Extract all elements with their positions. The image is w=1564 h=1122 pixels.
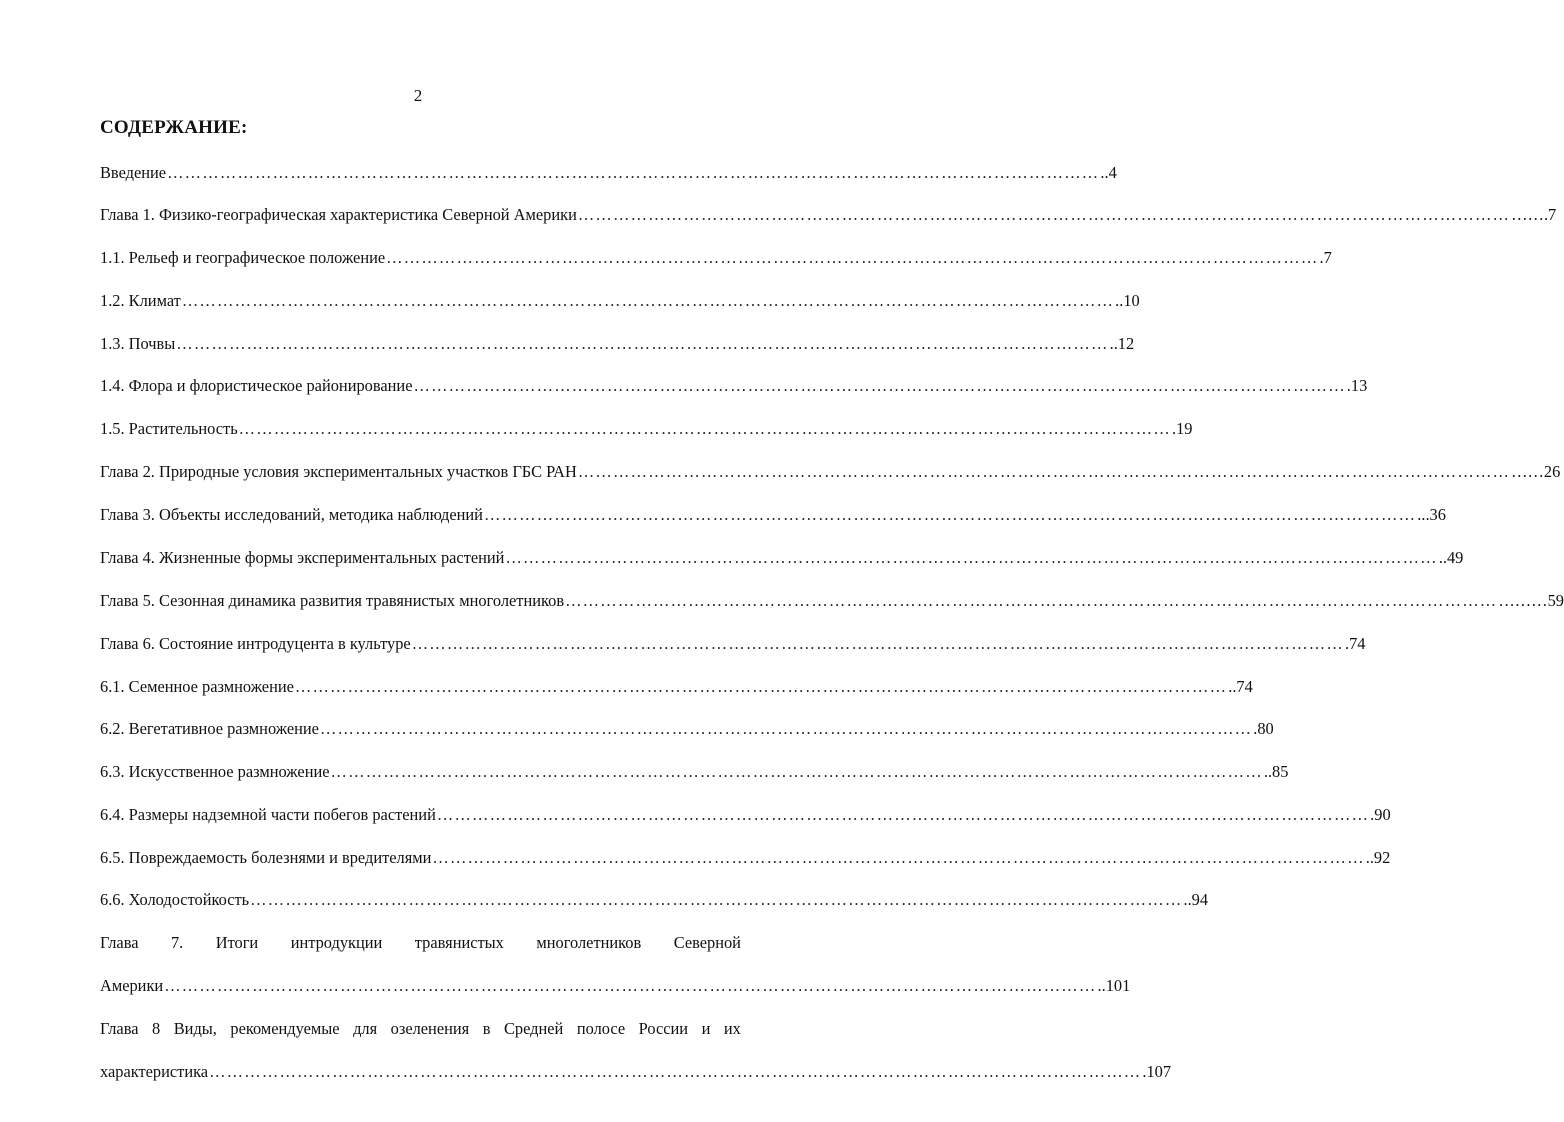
toc-entry-word: Средней: [503, 1019, 564, 1038]
toc-entry-page: ...36: [1417, 505, 1446, 524]
toc-leader-dots: ……………………………………………………………………………………………………………………………………………: [294, 677, 1228, 696]
toc-leader-dots: ……………………………………………………………………………………………………………………………………………: [483, 505, 1417, 524]
toc-entry: [100, 205, 1557, 225]
toc-entry: [100, 376, 1368, 396]
toc-leader-dots: ……………………………………………………………………………………………………………………………………………: [565, 591, 1498, 610]
toc-entry: [100, 890, 1209, 910]
toc-entry-title: 1.5. Растительность: [100, 419, 238, 438]
toc-leader-dots: ……………………………………………………………………………………………………………………………………………: [238, 419, 1171, 438]
toc-entry-word: Глава: [100, 933, 139, 952]
toc-entry-page: .80: [1253, 719, 1274, 738]
toc-entry-page: .13: [1346, 376, 1368, 395]
toc-entry: [100, 848, 1391, 868]
toc-entry-page: .7: [1319, 248, 1332, 267]
toc-entry: [100, 505, 1446, 525]
toc-entry: [100, 248, 1332, 268]
toc-entry-word: их: [723, 1019, 741, 1038]
toc-entry-word: и: [701, 1019, 711, 1038]
toc-entry-title: 1.2. Климат: [100, 291, 181, 310]
toc-entry-page: ………59: [1498, 591, 1564, 610]
toc-entry: [100, 462, 1561, 482]
toc-leader-dots: ……………………………………………………………………………………………………………………………………………: [432, 848, 1365, 867]
toc-leader-dots: ……………………………………………………………………………………………………………………………………………: [386, 248, 1319, 267]
toc-entry-title: 1.1. Рельеф и географическое положение: [100, 248, 386, 267]
toc-entry: [100, 419, 1193, 439]
toc-entry-page: …….7: [1511, 205, 1557, 224]
page-number: 2: [413, 86, 423, 105]
toc-entry-page: ..85: [1263, 762, 1289, 781]
toc-entry-title: Введение: [100, 163, 167, 182]
toc-leader-dots: ……………………………………………………………………………………………………………………………………………: [181, 291, 1115, 310]
toc-entry-word: Итоги: [215, 933, 259, 952]
toc-entry-title: 6.1. Семенное размножение: [100, 677, 294, 696]
toc-entry-word: многолетников: [536, 933, 642, 952]
toc-entry-word: Глава: [100, 1019, 139, 1038]
toc-entry-page: .107: [1142, 1062, 1172, 1081]
toc-entry-word: полосе: [576, 1019, 626, 1038]
toc-entry-title: Глава 3. Объекты исследований, методика наблюдений: [100, 505, 483, 524]
toc-entry-title: характеристика: [100, 1062, 209, 1081]
toc-entry-title: 6.4. Размеры надземной части побегов растений: [100, 805, 436, 824]
toc-leader-dots: ……………………………………………………………………………………………………………………………………………: [411, 634, 1344, 653]
toc-entry-title: 6.3. Искусственное размножение: [100, 762, 330, 781]
toc-entry-title: Глава 1. Физико-географическая характеристика Северной Америки: [100, 205, 577, 224]
toc-entry: [100, 762, 1289, 782]
toc-leader-dots: ……………………………………………………………………………………………………………………………………………: [319, 719, 1253, 738]
toc-leader-dots: ……………………………………………………………………………………………………………………………………………: [330, 762, 1263, 781]
toc-leader-dots: ……………………………………………………………………………………………………………………………………………: [167, 163, 1100, 182]
toc-entry-word: для: [353, 1019, 378, 1038]
toc-entry-page: ..101: [1097, 976, 1131, 995]
toc-entry-chapter7-continuation: [100, 976, 1131, 996]
toc-entry-word: Северной: [673, 933, 741, 952]
toc-entry-word: 7.: [170, 933, 184, 952]
toc-entry-title: 6.5. Повреждаемость болезнями и вредителями: [100, 848, 432, 867]
toc-entry-page: ..49: [1438, 548, 1464, 567]
toc-entry-word: рекомендуемые: [230, 1019, 340, 1038]
toc-entry: [100, 291, 1140, 311]
toc-entry-word: озеленения: [390, 1019, 470, 1038]
toc-entry-page: ……26: [1511, 462, 1561, 481]
toc-leader-dots: ……………………………………………………………………………………………………………………………………………: [436, 805, 1370, 824]
toc-entry-word: в: [482, 1019, 491, 1038]
toc-entry-word: Виды,: [173, 1019, 217, 1038]
toc-entry-title: Америки: [100, 976, 164, 995]
toc-entry-title: Глава 4. Жизненные формы экспериментальных растений: [100, 548, 505, 567]
toc-entry-page: ..94: [1183, 890, 1209, 909]
toc-entry-page: .90: [1370, 805, 1391, 824]
toc-entry-word: интродукции: [290, 933, 383, 952]
toc-entry-chapter7-first-line: [100, 933, 741, 953]
toc-entry-page: .19: [1171, 419, 1193, 438]
toc-leader-dots: ……………………………………………………………………………………………………………………………………………: [505, 548, 1438, 567]
toc-entry-chapter8-first-line: [100, 1019, 741, 1039]
toc-leader-dots: ……………………………………………………………………………………………………………………………………………: [250, 890, 1183, 909]
toc-entry-title: Глава 5. Сезонная динамика развития травянистых многолетников: [100, 591, 565, 610]
toc-entry-title: Глава 6. Состояние интродуцента в культуре: [100, 634, 411, 653]
toc-entry: [100, 591, 1564, 611]
toc-entry-page: ..10: [1115, 291, 1140, 310]
toc-entry-title: 6.2. Вегетативное размножение: [100, 719, 319, 738]
toc-entry: [100, 548, 1464, 568]
toc-entry-page: ..74: [1228, 677, 1253, 696]
toc-entry: [100, 805, 1391, 825]
toc-leader-dots: ……………………………………………………………………………………………………………………………………………: [577, 462, 1511, 481]
toc-entry: [100, 677, 1253, 697]
toc-title: СОДЕРЖАНИЕ:: [100, 117, 248, 138]
toc-entry-page: ..92: [1365, 848, 1391, 867]
toc-entry-title: 6.6. Холодостойкость: [100, 890, 250, 909]
toc-entry: [100, 163, 1117, 183]
toc-entry-page: ..12: [1109, 334, 1135, 353]
toc-leader-dots: ……………………………………………………………………………………………………………………………………………: [164, 976, 1097, 995]
toc-entry-title: Глава 2. Природные условия экспериментальных участков ГБС РАН: [100, 462, 577, 481]
toc-leader-dots: ……………………………………………………………………………………………………………………………………………: [209, 1062, 1142, 1081]
toc-leader-dots: ……………………………………………………………………………………………………………………………………………: [413, 376, 1346, 395]
toc-entry: [100, 334, 1135, 354]
toc-entry-word: России: [638, 1019, 689, 1038]
toc-entry-title: 1.3. Почвы: [100, 334, 176, 353]
toc-entry: [100, 719, 1274, 739]
toc-leader-dots: ……………………………………………………………………………………………………………………………………………: [577, 205, 1511, 224]
toc-entry-page: .74: [1345, 634, 1366, 653]
toc-entry-chapter8-continuation: [100, 1062, 1172, 1082]
toc-entry-page: ..4: [1100, 163, 1117, 182]
toc-entry-word: 8: [152, 1019, 161, 1038]
toc-entry-title: 1.4. Флора и флористическое районирование: [100, 376, 413, 395]
toc-entry-word: травянистых: [414, 933, 504, 952]
toc-leader-dots: ……………………………………………………………………………………………………………………………………………: [176, 334, 1109, 353]
toc-entry: [100, 634, 1366, 654]
